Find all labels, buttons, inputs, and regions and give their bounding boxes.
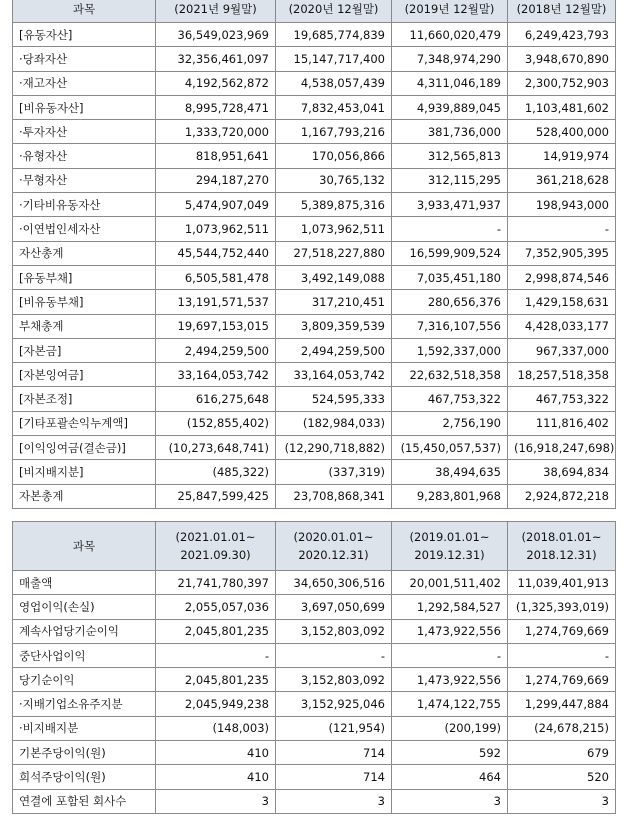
row-label: [비지배지분] <box>13 460 156 484</box>
cell-value: 21,741,780,397 <box>156 571 276 595</box>
cell-value: 464 <box>392 765 508 789</box>
row-label: [자본금] <box>13 338 156 362</box>
table-row <box>13 668 616 692</box>
row-label: 매출액 <box>13 571 156 595</box>
cell-value: 15,147,717,400 <box>276 47 392 71</box>
cell-value: 1,592,337,000 <box>392 338 508 362</box>
cell-value: 34,650,306,516 <box>276 571 392 595</box>
table-row <box>13 692 616 716</box>
cell-value: 1,299,447,884 <box>508 692 616 716</box>
table-row <box>13 168 616 192</box>
cell-value: 5,474,907,049 <box>156 193 276 217</box>
cell-value: 714 <box>276 765 392 789</box>
cell-value: 170,056,866 <box>276 144 392 168</box>
cell-value: 3,152,925,046 <box>276 692 392 716</box>
table-row <box>13 217 616 241</box>
cell-value: (12,290,718,882) <box>276 436 392 460</box>
cell-value: 1,473,922,556 <box>392 668 508 692</box>
cell-value: 2,300,752,903 <box>508 71 616 95</box>
cell-value: 6,505,581,478 <box>156 265 276 289</box>
cell-value: 30,765,132 <box>276 168 392 192</box>
cell-value: 4,311,046,189 <box>392 71 508 95</box>
income-statement-body <box>13 571 616 814</box>
row-label: 연결에 포함된 회사수 <box>13 789 156 813</box>
cell-value: (148,003) <box>156 716 276 740</box>
cell-value: 361,218,628 <box>508 168 616 192</box>
cell-value: 312,565,813 <box>392 144 508 168</box>
cell-value: 20,001,511,402 <box>392 571 508 595</box>
table-row <box>13 241 616 265</box>
table-row <box>13 460 616 484</box>
cell-value: - <box>276 643 392 667</box>
table-row <box>13 47 616 71</box>
table-row <box>13 789 616 813</box>
cell-value: 2,045,801,235 <box>156 619 276 643</box>
cell-value: 4,538,057,439 <box>276 71 392 95</box>
cell-value: 22,632,518,358 <box>392 363 508 387</box>
cell-value: (1,325,393,019) <box>508 595 616 619</box>
table-row <box>13 363 616 387</box>
period-from: (2020.01.01~ <box>293 530 374 544</box>
row-label: ·무형자산 <box>13 168 156 192</box>
cell-value: 3 <box>392 789 508 813</box>
cell-value: 7,035,451,180 <box>392 265 508 289</box>
cell-value: 467,753,322 <box>392 387 508 411</box>
cell-value: 25,847,599,425 <box>156 484 276 508</box>
cell-value: 967,337,000 <box>508 338 616 362</box>
table-row <box>13 619 616 643</box>
table-row <box>13 765 616 789</box>
cell-value: 714 <box>276 741 392 765</box>
cell-value: 410 <box>156 741 276 765</box>
table-row <box>13 265 616 289</box>
cell-value: 3,152,803,092 <box>276 668 392 692</box>
header-period-3: (2019년 12월말) <box>392 0 508 23</box>
cell-value: 1,474,122,755 <box>392 692 508 716</box>
table-row <box>13 95 616 119</box>
table-row <box>13 23 616 47</box>
period-from: (2018.01.01~ <box>521 530 602 544</box>
cell-value: 2,494,259,500 <box>156 338 276 362</box>
cell-value: (10,273,648,741) <box>156 436 276 460</box>
header-period-3 <box>392 522 508 571</box>
header-period-4 <box>508 522 616 571</box>
income-statement-header-row <box>13 522 616 571</box>
row-label: 자본총계 <box>13 484 156 508</box>
cell-value: 3,697,050,699 <box>276 595 392 619</box>
table-row <box>13 571 616 595</box>
cell-value: 1,103,481,602 <box>508 95 616 119</box>
cell-value: 679 <box>508 741 616 765</box>
cell-value: 528,400,000 <box>508 120 616 144</box>
row-label: ·기타비유동자산 <box>13 193 156 217</box>
cell-value: 23,708,868,341 <box>276 484 392 508</box>
row-label: ·당좌자산 <box>13 47 156 71</box>
cell-value: 2,998,874,546 <box>508 265 616 289</box>
cell-value: 7,352,905,395 <box>508 241 616 265</box>
table-row <box>13 387 616 411</box>
cell-value: 3 <box>508 789 616 813</box>
row-label: ·지배기업소유주지분 <box>13 692 156 716</box>
cell-value: 1,167,793,216 <box>276 120 392 144</box>
period-to: 2018.12.31) <box>526 548 597 562</box>
cell-value: 4,428,033,177 <box>508 314 616 338</box>
cell-value: 16,599,909,524 <box>392 241 508 265</box>
cell-value: 33,164,053,742 <box>156 363 276 387</box>
section-gap <box>12 513 615 521</box>
cell-value: 3,933,471,937 <box>392 193 508 217</box>
table-row <box>13 741 616 765</box>
cell-value: 410 <box>156 765 276 789</box>
cell-value: 2,924,872,218 <box>508 484 616 508</box>
balance-sheet-header-row <box>13 0 616 23</box>
cell-value: 11,039,401,913 <box>508 571 616 595</box>
cell-value: (485,322) <box>156 460 276 484</box>
header-period-1: (2021년 9월말) <box>156 0 276 23</box>
header-period-2: (2020년 12월말) <box>276 0 392 23</box>
cell-value: 1,333,720,000 <box>156 120 276 144</box>
table-row <box>13 338 616 362</box>
cell-value: - <box>392 217 508 241</box>
cell-value: 38,494,635 <box>392 460 508 484</box>
row-label: ·이연법인세자산 <box>13 217 156 241</box>
row-label: [기타포괄손익누계액] <box>13 411 156 435</box>
cell-value: 1,429,158,631 <box>508 290 616 314</box>
table-row <box>13 716 616 740</box>
cell-value: 8,995,728,471 <box>156 95 276 119</box>
cell-value: 3 <box>276 789 392 813</box>
cell-value: 2,055,057,036 <box>156 595 276 619</box>
cell-value: 198,943,000 <box>508 193 616 217</box>
row-label: [비유동자산] <box>13 95 156 119</box>
cell-value: 5,389,875,316 <box>276 193 392 217</box>
cell-value: 1,473,922,556 <box>392 619 508 643</box>
cell-value: 11,660,020,479 <box>392 23 508 47</box>
cell-value: 19,685,774,839 <box>276 23 392 47</box>
cell-value: (152,855,402) <box>156 411 276 435</box>
cell-value: 520 <box>508 765 616 789</box>
cell-value: 9,283,801,968 <box>392 484 508 508</box>
cell-value: (337,319) <box>276 460 392 484</box>
row-label: [이익잉여금(결손금)] <box>13 436 156 460</box>
cell-value: 524,595,333 <box>276 387 392 411</box>
cell-value: 7,316,107,556 <box>392 314 508 338</box>
cell-value: 3,152,803,092 <box>276 619 392 643</box>
row-label: 계속사업당기순이익 <box>13 619 156 643</box>
cell-value: 38,694,834 <box>508 460 616 484</box>
cell-value: 7,348,974,290 <box>392 47 508 71</box>
table-row <box>13 436 616 460</box>
cell-value: 45,544,752,440 <box>156 241 276 265</box>
row-label: ·투자자산 <box>13 120 156 144</box>
table-row <box>13 144 616 168</box>
table-row <box>13 411 616 435</box>
cell-value: (16,918,247,698) <box>508 436 616 460</box>
cell-value: 312,115,295 <box>392 168 508 192</box>
table-row <box>13 290 616 314</box>
period-to: 2019.12.31) <box>414 548 485 562</box>
cell-value: 616,275,648 <box>156 387 276 411</box>
cell-value: 4,939,889,045 <box>392 95 508 119</box>
period-to: 2020.12.31) <box>298 548 369 562</box>
header-period-2 <box>276 522 392 571</box>
cell-value: (15,450,057,537) <box>392 436 508 460</box>
balance-sheet-body <box>13 23 616 509</box>
row-label: ·재고자산 <box>13 71 156 95</box>
table-row <box>13 120 616 144</box>
table-row <box>13 643 616 667</box>
period-from: (2019.01.01~ <box>409 530 490 544</box>
row-label: [유동부채] <box>13 265 156 289</box>
cell-value: 3,948,670,890 <box>508 47 616 71</box>
cell-value: 1,274,769,669 <box>508 668 616 692</box>
cell-value: 111,816,402 <box>508 411 616 435</box>
row-label: [비유동부채] <box>13 290 156 314</box>
header-period-4: (2018년 12월말) <box>508 0 616 23</box>
cell-value: 1,073,962,511 <box>276 217 392 241</box>
cell-value: 3,492,149,088 <box>276 265 392 289</box>
cell-value: (200,199) <box>392 716 508 740</box>
cell-value: - <box>156 643 276 667</box>
row-label: [유동자산] <box>13 23 156 47</box>
cell-value: 6,249,423,793 <box>508 23 616 47</box>
table-row <box>13 314 616 338</box>
cell-value: - <box>392 643 508 667</box>
cell-value: 1,292,584,527 <box>392 595 508 619</box>
cell-value: 2,494,259,500 <box>276 338 392 362</box>
cell-value: 2,045,949,238 <box>156 692 276 716</box>
row-label: 중단사업이익 <box>13 643 156 667</box>
table-row <box>13 595 616 619</box>
cell-value: 27,518,227,880 <box>276 241 392 265</box>
cell-value: - <box>508 643 616 667</box>
cell-value: 14,919,974 <box>508 144 616 168</box>
cell-value: 3 <box>156 789 276 813</box>
row-label: 당기순이익 <box>13 668 156 692</box>
cell-value: 1,274,769,669 <box>508 619 616 643</box>
header-item: 과목 <box>13 0 156 23</box>
row-label: ·유형자산 <box>13 144 156 168</box>
row-label: 기본주당이익(원) <box>13 741 156 765</box>
period-to: 2021.09.30) <box>180 548 251 562</box>
cell-value: 13,191,571,537 <box>156 290 276 314</box>
table-row <box>13 193 616 217</box>
row-label: [자본잉여금] <box>13 363 156 387</box>
row-label: 희석주당이익(원) <box>13 765 156 789</box>
cell-value: - <box>508 217 616 241</box>
header-item: 과목 <box>13 522 156 571</box>
cell-value: 2,756,190 <box>392 411 508 435</box>
row-label: 영업이익(손실) <box>13 595 156 619</box>
row-label: ·비지배지분 <box>13 716 156 740</box>
cell-value: 317,210,451 <box>276 290 392 314</box>
balance-sheet-table <box>12 0 616 509</box>
cell-value: 4,192,562,872 <box>156 71 276 95</box>
cell-value: 280,656,376 <box>392 290 508 314</box>
row-label: 자산총계 <box>13 241 156 265</box>
cell-value: 381,736,000 <box>392 120 508 144</box>
cell-value: 1,073,962,511 <box>156 217 276 241</box>
cell-value: 592 <box>392 741 508 765</box>
cell-value: 36,549,023,969 <box>156 23 276 47</box>
period-from: (2021.01.01~ <box>175 530 256 544</box>
cell-value: 467,753,322 <box>508 387 616 411</box>
cell-value: (24,678,215) <box>508 716 616 740</box>
cell-value: 32,356,461,097 <box>156 47 276 71</box>
row-label: [자본조정] <box>13 387 156 411</box>
cell-value: 294,187,270 <box>156 168 276 192</box>
table-row <box>13 71 616 95</box>
row-label: 부채총계 <box>13 314 156 338</box>
cell-value: 2,045,801,235 <box>156 668 276 692</box>
cell-value: 18,257,518,358 <box>508 363 616 387</box>
header-period-1 <box>156 522 276 571</box>
cell-value: 33,164,053,742 <box>276 363 392 387</box>
income-statement-table <box>12 521 616 814</box>
cell-value: 818,951,641 <box>156 144 276 168</box>
cell-value: 7,832,453,041 <box>276 95 392 119</box>
cell-value: (182,984,033) <box>276 411 392 435</box>
cell-value: (121,954) <box>276 716 392 740</box>
cell-value: 19,697,153,015 <box>156 314 276 338</box>
table-row <box>13 484 616 508</box>
cell-value: 3,809,359,539 <box>276 314 392 338</box>
